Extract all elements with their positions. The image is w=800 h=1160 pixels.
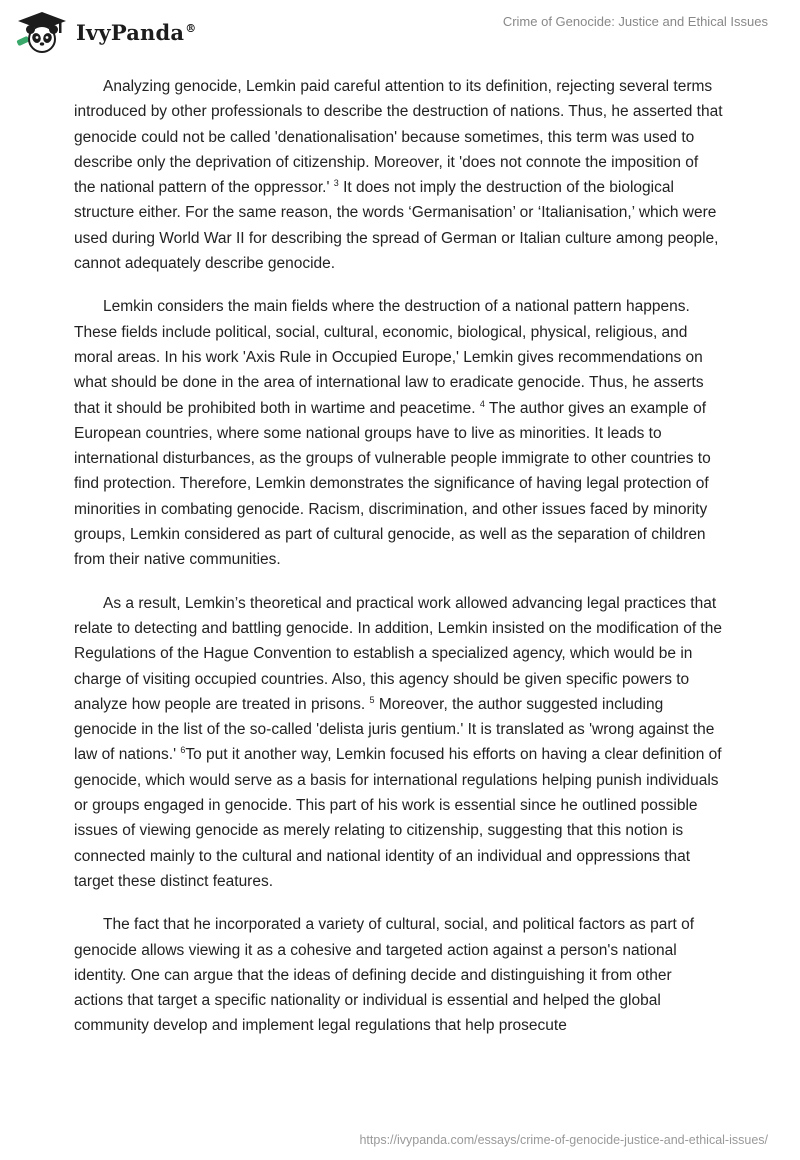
- registered-mark: ®: [185, 21, 197, 35]
- paragraph-1: Analyzing genocide, Lemkin paid careful attention to its definition, rejecting several terms introduced by other professionals to describe the destruction of nations. Thus, he asserted that genocide could not be called 'denationalisation' because sometimes, this term was used to describe only the deprivation of citizenship. Moreover, it 'does not connote the imposition of the national pattern of the oppressor.' $^3$ It does not imply the destruction of the biological structure either. For the same reason, the words ‘Germanisation’ or ‘Italianisation,’ which were used during World War II for describing the spread of German or Italian culture among people, cannot adequately describe genocide.: [74, 78, 723, 273]
- paragraph-4: The fact that he incorporated a variety of cultural, social, and political factors as part of genocide allows viewing it as a cohesive and targeted action against a person's national identity. One can argue that the ideas of defining decide and distinguishing it from other actions that target a specific nationality or individual is essential and helped the global community develop and implement legal regulations that help prosecute: [74, 916, 695, 1035]
- footnote-ref[interactable]: 3: [333, 178, 339, 189]
- brand-logo[interactable]: [14, 10, 196, 54]
- essay-body: [74, 74, 724, 1057]
- footnote-ref[interactable]: 4: [479, 398, 485, 409]
- panda-graduate-icon: [14, 10, 70, 54]
- brand-name: IvyPanda®: [76, 19, 197, 45]
- paragraph-2: Lemkin considers the main fields where the destruction of a national pattern happens. These fields include political, social, cultural, economic, biological, physical, religious, and moral areas. In his work 'Axis Rule in Occupied Europe,' Lemkin gives recommendations on what should be done in the area of international law to eradicate genocide. Thus, he asserts that it should be prohibited both in wartime and peacetime. $^4$ The author gives an example of European countries, where some national groups have to live as minorities. It leads to international disturbances, as the groups of vulnerable people immigrate to other countries to find protection. Therefore, Lemkin demonstrates the significance of having legal protection of minorities in combating genocide. Racism, discrimination, and other issues faced by minority groups, Lemkin considered as part of cultural genocide, as well as the separation of children from their native communities.: [74, 298, 711, 569]
- source-url-link[interactable]: https://ivypanda.com/essays/crime-of-genocide-justice-and-ethical-issues/: [359, 1133, 768, 1147]
- footnote-ref[interactable]: 5: [369, 694, 375, 705]
- footnote-ref[interactable]: 6: [180, 745, 186, 756]
- paragraph-3: As a result, Lemkin’s theoretical and practical work allowed advancing legal practices that relate to detecting and battling genocide. In addition, Lemkin insisted on the modification of the Regulations of the Hague Convention to establish a specialized agency, which would be in charge of visiting occupied countries. Also, this agency should be given specific powers to analyze how people are treated in prisons. $^5$ Moreover, the author suggested including genocide in the list of the so-called 'delista juris gentium.' It is translated as 'wrong against the law of nations.' $^6$To put it another way, Lemkin focused his efforts on having a clear definition of genocide, which would serve as a basis for international regulations helping punish individuals or groups engaged in genocide. This part of his work is essential since he outlined possible issues of viewing genocide as merely relating to citizenship, suggesting that this notion is connected mainly to the cultural and national identity of an individual and oppressions that target these distinct features.: [74, 594, 722, 890]
- page-header: [0, 0, 800, 60]
- document-title: Crime of Genocide: Justice and Ethical Issues: [502, 14, 768, 29]
